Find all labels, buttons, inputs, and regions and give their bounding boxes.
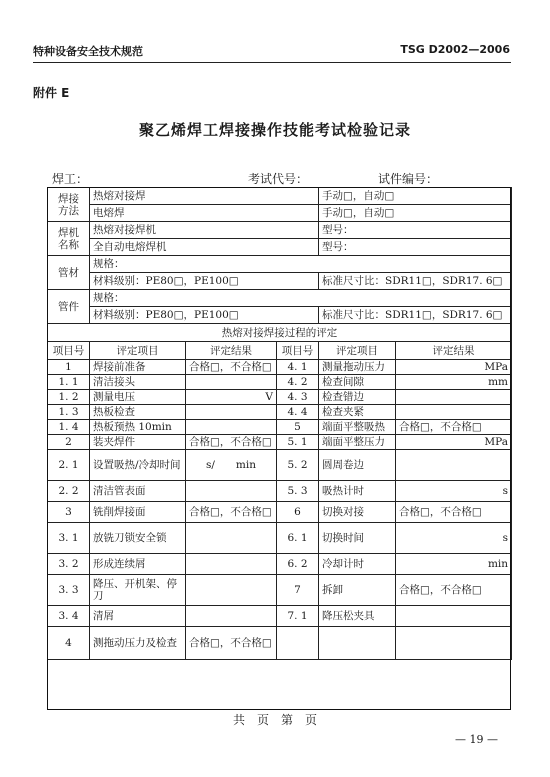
table-row (48, 606, 512, 627)
item-result (396, 627, 512, 660)
welder-field-label: 焊工： (52, 172, 89, 186)
item-number: 4. 4 (277, 405, 319, 420)
table-row (48, 575, 512, 606)
item-result: s (396, 481, 512, 502)
item-result: MPa (396, 360, 512, 375)
item-result: min (396, 554, 512, 575)
item-result (186, 606, 277, 627)
item-result: MPa (396, 435, 512, 450)
item-result (186, 554, 277, 575)
item-name: 切换对接 (319, 502, 396, 523)
section-title: 热熔对接焊接过程的评定 (48, 324, 512, 342)
item-number: 2 (48, 435, 90, 450)
pipe-sdr-ratio: 标准尺寸比：SDR11□，SDR17. 6□ (319, 273, 512, 290)
item-name: 放铣刀锁安全锁 (90, 523, 186, 554)
item-name: 形成连续屑 (90, 554, 186, 575)
page-number: — 19 — (455, 733, 498, 746)
item-name: 装夹焊件 (90, 435, 186, 450)
item-result: V (186, 390, 277, 405)
header-left-title: 特种设备安全技术规范 (33, 45, 143, 58)
table-row (48, 523, 512, 554)
column-header: 评定项目 (319, 342, 396, 360)
item-result (186, 575, 277, 606)
appendix-label: 附件 E (33, 86, 70, 100)
table-row (48, 435, 512, 450)
item-number: 7. 1 (277, 606, 319, 627)
header-document-code: TSG D2002—2006 (400, 43, 510, 56)
welding-machine-item: 热熔对接焊机 (90, 222, 319, 239)
item-number: 6. 2 (277, 554, 319, 575)
item-result (186, 523, 277, 554)
inspection-record-table (47, 187, 512, 660)
item-number: 6. 1 (277, 523, 319, 554)
item-result: 合格□，不合格□ (396, 575, 512, 606)
item-result (186, 420, 277, 435)
pipe-material-grade: 材料级别：PE80□，PE100□ (90, 273, 319, 290)
item-name: 检查夹紧 (319, 405, 396, 420)
item-number: 1. 2 (48, 390, 90, 405)
item-name: 焊接前准备 (90, 360, 186, 375)
fitting-sdr-ratio: 标准尺寸比：SDR11□，SDR17. 6□ (319, 307, 512, 324)
table-row (48, 375, 512, 390)
item-name: 拆卸 (319, 575, 396, 606)
item-number: 4. 3 (277, 390, 319, 405)
item-name: 测拖动压力及检查 (90, 627, 186, 660)
item-number: 3. 2 (48, 554, 90, 575)
item-name: 测量拖动压力 (319, 360, 396, 375)
item-name: 降压松夹具 (319, 606, 396, 627)
item-number: 2. 1 (48, 450, 90, 481)
item-name: 测量电压 (90, 390, 186, 405)
column-header: 项目号 (277, 342, 319, 360)
table-row (48, 450, 512, 481)
item-name: 热板预热 10min (90, 420, 186, 435)
column-header: 评定结果 (186, 342, 277, 360)
column-header-row (48, 342, 512, 360)
item-name: 热板检查 (90, 405, 186, 420)
item-number: 7 (277, 575, 319, 606)
item-result: mm (396, 375, 512, 390)
item-name (319, 627, 396, 660)
item-name: 检查错边 (319, 390, 396, 405)
item-number: 5. 3 (277, 481, 319, 502)
item-number: 3. 1 (48, 523, 90, 554)
column-header: 评定结果 (396, 342, 512, 360)
item-number: 6 (277, 502, 319, 523)
item-name: 降压、开机架、停刀 (90, 575, 186, 606)
column-header: 项目号 (48, 342, 90, 360)
item-name: 检查间隙 (319, 375, 396, 390)
item-result: 合格□，不合格□ (396, 420, 512, 435)
welding-method-label: 焊接 方法 (48, 188, 90, 222)
item-number: 2. 2 (48, 481, 90, 502)
welding-method-option: 手动□，自动□ (319, 188, 512, 205)
item-result (186, 375, 277, 390)
welding-method-option: 手动□，自动□ (319, 205, 512, 222)
item-name: 吸热计时 (319, 481, 396, 502)
item-number: 5 (277, 420, 319, 435)
item-name: 设置吸热/冷却时间 (90, 450, 186, 481)
item-name: 铣削焊接面 (90, 502, 186, 523)
item-result (186, 405, 277, 420)
item-result: 合格□，不合格□ (186, 435, 277, 450)
item-result: s/ min (186, 450, 277, 481)
item-number: 5. 2 (277, 450, 319, 481)
page-count: 共 页 第 页 (232, 713, 317, 727)
fitting-label: 管件 (48, 290, 90, 324)
item-result: 合格□，不合格□ (186, 360, 277, 375)
item-name: 端面平整压力 (319, 435, 396, 450)
table-row (48, 390, 512, 405)
item-number: 1. 3 (48, 405, 90, 420)
welding-machine-model: 型号： (319, 239, 512, 256)
item-result (186, 481, 277, 502)
table-row (48, 554, 512, 575)
table-row (48, 481, 512, 502)
item-number: 5. 1 (277, 435, 319, 450)
item-name: 圆周卷边 (319, 450, 396, 481)
item-number: 4. 1 (277, 360, 319, 375)
table-row (48, 420, 512, 435)
page-title: 聚乙烯焊工焊接操作技能考试检验记录 (138, 121, 411, 139)
welding-method-item: 热熔对接焊 (90, 188, 319, 205)
item-number (277, 627, 319, 660)
fitting-material-grade: 材料级别：PE80□，PE100□ (90, 307, 319, 324)
item-number: 1. 4 (48, 420, 90, 435)
pipe-label: 管材 (48, 256, 90, 290)
item-number: 3 (48, 502, 90, 523)
item-name: 切换时间 (319, 523, 396, 554)
item-name: 清洁接头 (90, 375, 186, 390)
item-number: 4 (48, 627, 90, 660)
item-result: s (396, 523, 512, 554)
item-result: 合格□，不合格□ (186, 627, 277, 660)
welding-method-item: 电熔焊 (90, 205, 319, 222)
item-number: 3. 3 (48, 575, 90, 606)
item-result: 合格□，不合格□ (396, 502, 512, 523)
item-name: 冷却计时 (319, 554, 396, 575)
item-name: 端面平整吸热 (319, 420, 396, 435)
table-row (48, 627, 512, 660)
table-row (48, 502, 512, 523)
table-row (48, 360, 512, 375)
item-number: 4. 2 (277, 375, 319, 390)
fitting-spec: 规格： (90, 290, 512, 307)
item-result: 合格□，不合格□ (186, 502, 277, 523)
item-name: 清洁管表面 (90, 481, 186, 502)
item-result (396, 606, 512, 627)
welding-machine-item: 全自动电熔焊机 (90, 239, 319, 256)
item-number: 1 (48, 360, 90, 375)
pipe-spec: 规格： (90, 256, 512, 273)
item-number: 1. 1 (48, 375, 90, 390)
welding-machine-label: 焊机 名称 (48, 222, 90, 256)
item-result (396, 390, 512, 405)
test-number-field-label: 试件编号： (378, 172, 439, 186)
column-header: 评定项目 (90, 342, 186, 360)
item-result (396, 450, 512, 481)
welding-machine-model: 型号： (319, 222, 512, 239)
table-row (48, 405, 512, 420)
item-name: 清屑 (90, 606, 186, 627)
header-rule (33, 62, 511, 63)
item-result (396, 405, 512, 420)
exam-code-field-label: 考试代号： (248, 172, 309, 186)
item-number: 3. 4 (48, 606, 90, 627)
